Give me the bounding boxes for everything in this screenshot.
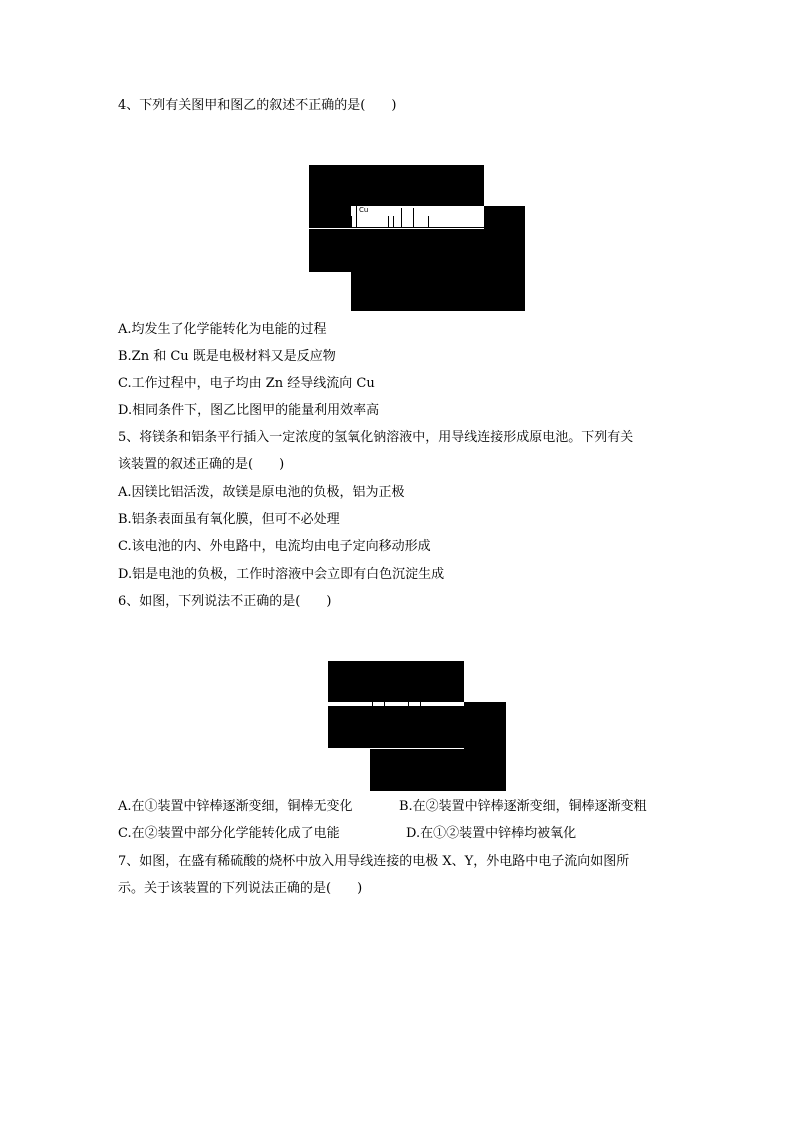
q5-stem-line2: 该装置的叙述正确的是( )	[118, 457, 285, 472]
q7-stem-line1: 7、如图，在盛有稀硫酸的烧杯中放入用导线连接的电极 X、Y，外电路中电子流向如图所	[118, 854, 630, 869]
q4-option-d: D.相同条件下，图乙比图甲的能量利用效率高	[118, 403, 380, 418]
q4-option-a: A.均发生了化学能转化为电能的过程	[118, 322, 327, 337]
q6-option-c: C.在②装置中部分化学能转化成了电能	[118, 826, 340, 841]
q4-bench-line	[351, 227, 484, 228]
q6-electrode-4	[420, 702, 421, 706]
q4-redaction-left	[309, 206, 351, 228]
q6-redaction-mid	[328, 706, 464, 748]
q4-figure	[309, 165, 525, 311]
q5-option-b: B.铝条表面虽有氧化膜，但可不必处理	[118, 512, 340, 527]
q6-electrode-2	[384, 702, 385, 706]
q4-redaction-mid	[309, 229, 484, 272]
q5-stem-line1: 5、将镁条和铝条平行插入一定浓度的氢氧化钠溶液中，用导线连接形成原电池。下列有关	[118, 430, 634, 445]
q5-option-c: C.该电池的内、外电路中，电流均由电子定向移动形成	[118, 539, 431, 554]
q4-redaction-bottom	[351, 272, 484, 311]
q6-redaction-top	[328, 661, 464, 702]
q7-stem-line2: 示。关于该装置的下列说法正确的是( )	[118, 881, 363, 896]
q6-redaction-bottom	[370, 749, 464, 791]
q4-redaction-top	[309, 165, 484, 206]
q5-option-a: A.因镁比铝活泼，故镁是原电池的负极，铝为正极	[118, 485, 405, 500]
q6-redaction-right	[464, 702, 506, 791]
q6-figure	[328, 661, 506, 791]
q5-option-d: D.铝是电池的负极，工作时溶液中会立即有白色沉淀生成	[118, 567, 445, 582]
q6-option-d: D.在①②装置中锌棒均被氧化	[406, 826, 577, 841]
q4-cu-label: Cu	[359, 206, 369, 214]
q4-redaction-right	[484, 206, 525, 311]
q4-option-b: B.Zn 和 Cu 既是电极材料又是反应物	[118, 349, 336, 364]
q6-electrode-3	[408, 702, 409, 706]
q6-apparatus-strip	[328, 702, 464, 706]
q6-option-b: B.在②装置中锌棒逐渐变细，铜棒逐渐变粗	[399, 799, 647, 814]
q4-apparatus-strip	[351, 206, 484, 228]
q4-option-c: C.工作过程中，电子均由 Zn 经导线流向 Cu	[118, 376, 375, 391]
q4-stem: 4、下列有关图甲和图乙的叙述不正确的是( )	[118, 98, 397, 113]
q6-electrode-1	[372, 702, 373, 706]
q6-stem: 6、如图，下列说法不正确的是( )	[118, 594, 332, 609]
q6-option-a: A.在①装置中锌棒逐渐变细，铜棒无变化	[118, 799, 353, 814]
